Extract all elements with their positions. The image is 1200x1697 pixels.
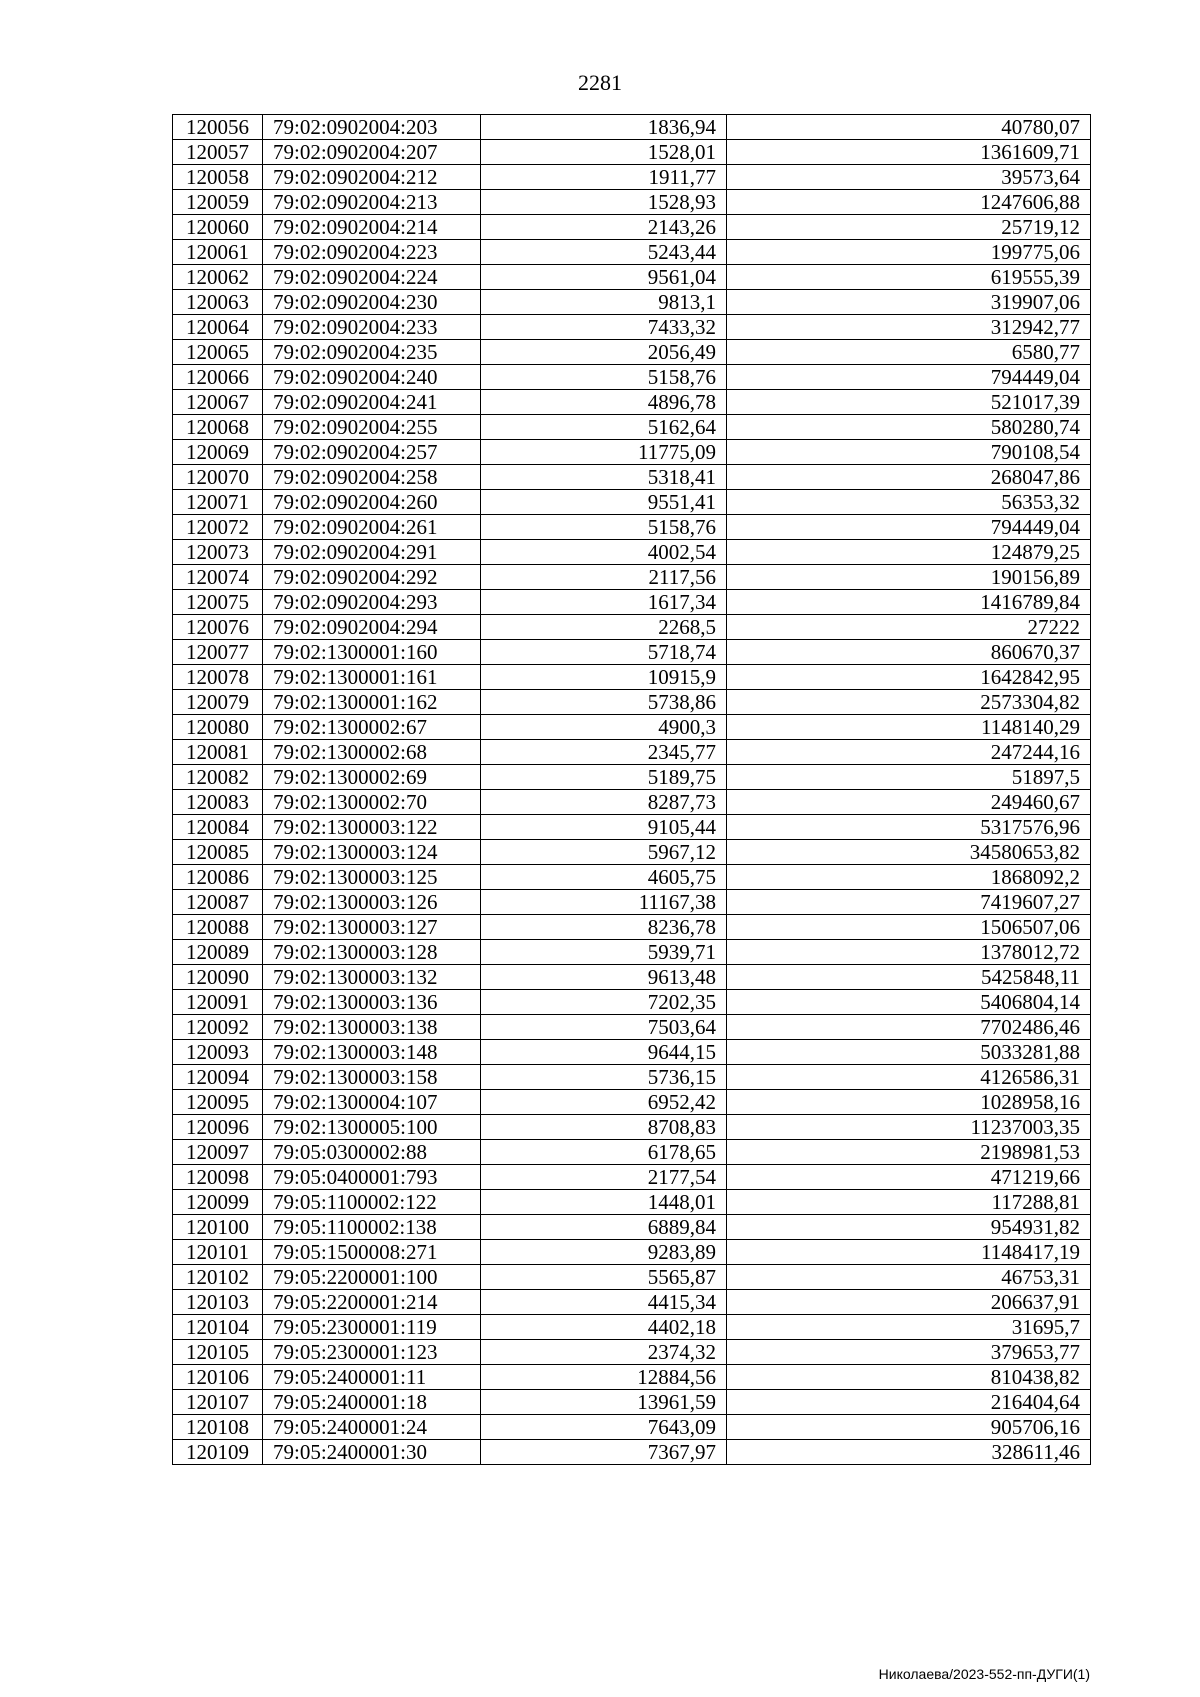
row-number-cell: 120090: [173, 965, 263, 990]
area-cell: 9813,1: [481, 290, 727, 315]
table-row: [173, 990, 1091, 1015]
row-number-cell: 120100: [173, 1215, 263, 1240]
row-number-cell: 120064: [173, 315, 263, 340]
cadastral-number-cell: 79:05:1100002:122: [263, 1190, 481, 1215]
cadastral-value-cell: 810438,82: [727, 1365, 1091, 1390]
cadastral-value-cell: 25719,12: [727, 215, 1091, 240]
area-cell: 1528,01: [481, 140, 727, 165]
row-number-cell: 120102: [173, 1265, 263, 1290]
table-row: [173, 1165, 1091, 1190]
table-row: [173, 915, 1091, 940]
cadastral-number-cell: 79:02:0902004:241: [263, 390, 481, 415]
area-cell: 9283,89: [481, 1240, 727, 1265]
area-cell: 7433,32: [481, 315, 727, 340]
cadastral-number-cell: 79:05:2400001:24: [263, 1415, 481, 1440]
area-cell: 2143,26: [481, 215, 727, 240]
table-row: [173, 815, 1091, 840]
area-cell: 5158,76: [481, 365, 727, 390]
area-cell: 5967,12: [481, 840, 727, 865]
cadastral-number-cell: 79:02:0902004:293: [263, 590, 481, 615]
table-row: [173, 1240, 1091, 1265]
row-number-cell: 120056: [173, 115, 263, 140]
cadastral-number-cell: 79:02:0902004:224: [263, 265, 481, 290]
cadastral-number-cell: 79:02:0902004:258: [263, 465, 481, 490]
cadastral-number-cell: 79:02:0902004:213: [263, 190, 481, 215]
area-cell: 12884,56: [481, 1365, 727, 1390]
area-cell: 5718,74: [481, 640, 727, 665]
cadastral-number-cell: 79:05:2300001:123: [263, 1340, 481, 1365]
row-number-cell: 120068: [173, 415, 263, 440]
table-row: [173, 665, 1091, 690]
area-cell: 9644,15: [481, 1040, 727, 1065]
cadastral-value-cell: 5033281,88: [727, 1040, 1091, 1065]
cadastral-value-cell: 27222: [727, 615, 1091, 640]
table-row: [173, 190, 1091, 215]
cadastral-value-cell: 216404,64: [727, 1390, 1091, 1415]
table-row: [173, 540, 1091, 565]
cadastral-number-cell: 79:02:1300002:69: [263, 765, 481, 790]
area-cell: 8708,83: [481, 1115, 727, 1140]
area-cell: 8236,78: [481, 915, 727, 940]
cadastral-value-cell: 905706,16: [727, 1415, 1091, 1440]
cadastral-value-cell: 4126586,31: [727, 1065, 1091, 1090]
row-number-cell: 120105: [173, 1340, 263, 1365]
row-number-cell: 120077: [173, 640, 263, 665]
area-cell: 7503,64: [481, 1015, 727, 1040]
cadastral-value-cell: 794449,04: [727, 365, 1091, 390]
cadastral-number-cell: 79:05:2200001:214: [263, 1290, 481, 1315]
area-cell: 7202,35: [481, 990, 727, 1015]
cadastral-number-cell: 79:02:1300003:122: [263, 815, 481, 840]
area-cell: 1836,94: [481, 115, 727, 140]
row-number-cell: 120073: [173, 540, 263, 565]
table-row: [173, 1115, 1091, 1140]
cadastral-number-cell: 79:02:1300003:125: [263, 865, 481, 890]
area-cell: 2177,54: [481, 1165, 727, 1190]
row-number-cell: 120069: [173, 440, 263, 465]
table-row: [173, 1040, 1091, 1065]
table-row: [173, 365, 1091, 390]
cadastral-number-cell: 79:02:1300002:68: [263, 740, 481, 765]
row-number-cell: 120103: [173, 1290, 263, 1315]
row-number-cell: 120108: [173, 1415, 263, 1440]
table-row: [173, 240, 1091, 265]
row-number-cell: 120059: [173, 190, 263, 215]
cadastral-value-cell: 521017,39: [727, 390, 1091, 415]
cadastral-number-cell: 79:02:0902004:291: [263, 540, 481, 565]
area-cell: 2056,49: [481, 340, 727, 365]
cadastral-number-cell: 79:05:2400001:11: [263, 1365, 481, 1390]
area-cell: 8287,73: [481, 790, 727, 815]
cadastral-value-cell: 794449,04: [727, 515, 1091, 540]
row-number-cell: 120081: [173, 740, 263, 765]
cadastral-value-cell: 124879,25: [727, 540, 1091, 565]
cadastral-value-cell: 11237003,35: [727, 1115, 1091, 1140]
row-number-cell: 120099: [173, 1190, 263, 1215]
cadastral-value-cell: 1148140,29: [727, 715, 1091, 740]
cadastral-value-cell: 1361609,71: [727, 140, 1091, 165]
row-number-cell: 120107: [173, 1390, 263, 1415]
area-cell: 2345,77: [481, 740, 727, 765]
cadastral-number-cell: 79:02:1300003:148: [263, 1040, 481, 1065]
area-cell: 2268,5: [481, 615, 727, 640]
cadastral-value-cell: 1416789,84: [727, 590, 1091, 615]
row-number-cell: 120079: [173, 690, 263, 715]
table-row: [173, 1015, 1091, 1040]
document-reference: Николаева/2023-552-пп-ДУГИ(1): [878, 1666, 1090, 1682]
cadastral-number-cell: 79:02:0902004:257: [263, 440, 481, 465]
table-row: [173, 415, 1091, 440]
row-number-cell: 120075: [173, 590, 263, 615]
cadastral-value-cell: 954931,82: [727, 1215, 1091, 1240]
row-number-cell: 120072: [173, 515, 263, 540]
area-cell: 7643,09: [481, 1415, 727, 1440]
area-cell: 10915,9: [481, 665, 727, 690]
cadastral-value-cell: 268047,86: [727, 465, 1091, 490]
table-row: [173, 1065, 1091, 1090]
cadastral-value-cell: 619555,39: [727, 265, 1091, 290]
table-row: [173, 940, 1091, 965]
cadastral-number-cell: 79:05:2300001:119: [263, 1315, 481, 1340]
row-number-cell: 120057: [173, 140, 263, 165]
table-row: [173, 590, 1091, 615]
table-row: [173, 515, 1091, 540]
row-number-cell: 120083: [173, 790, 263, 815]
cadastral-number-cell: 79:02:1300002:67: [263, 715, 481, 740]
cadastral-value-cell: 1378012,72: [727, 940, 1091, 965]
table-row: [173, 1140, 1091, 1165]
area-cell: 4402,18: [481, 1315, 727, 1340]
row-number-cell: 120089: [173, 940, 263, 965]
cadastral-value-cell: 56353,32: [727, 490, 1091, 515]
row-number-cell: 120091: [173, 990, 263, 1015]
row-number-cell: 120082: [173, 765, 263, 790]
table-row: [173, 865, 1091, 890]
cadastral-number-cell: 79:05:2400001:18: [263, 1390, 481, 1415]
cadastral-number-cell: 79:02:1300003:127: [263, 915, 481, 940]
row-number-cell: 120093: [173, 1040, 263, 1065]
table-row: [173, 1365, 1091, 1390]
cadastral-value-cell: 46753,31: [727, 1265, 1091, 1290]
area-cell: 9561,04: [481, 265, 727, 290]
area-cell: 13961,59: [481, 1390, 727, 1415]
cadastral-value-cell: 580280,74: [727, 415, 1091, 440]
table-row: [173, 965, 1091, 990]
area-cell: 1911,77: [481, 165, 727, 190]
row-number-cell: 120087: [173, 890, 263, 915]
cadastral-number-cell: 79:05:0400001:793: [263, 1165, 481, 1190]
area-cell: 5243,44: [481, 240, 727, 265]
cadastral-number-cell: 79:02:1300001:161: [263, 665, 481, 690]
cadastral-number-cell: 79:02:1300003:126: [263, 890, 481, 915]
cadastral-number-cell: 79:02:0902004:230: [263, 290, 481, 315]
cadastral-value-cell: 190156,89: [727, 565, 1091, 590]
table-row: [173, 1415, 1091, 1440]
row-number-cell: 120060: [173, 215, 263, 240]
cadastral-number-cell: 79:02:1300003:132: [263, 965, 481, 990]
area-cell: 5565,87: [481, 1265, 727, 1290]
row-number-cell: 120067: [173, 390, 263, 415]
area-cell: 4605,75: [481, 865, 727, 890]
area-cell: 5318,41: [481, 465, 727, 490]
cadastral-number-cell: 79:05:2400001:30: [263, 1440, 481, 1465]
cadastral-value-cell: 7702486,46: [727, 1015, 1091, 1040]
row-number-cell: 120097: [173, 1140, 263, 1165]
table-row: [173, 440, 1091, 465]
table-row: [173, 1290, 1091, 1315]
area-cell: 4415,34: [481, 1290, 727, 1315]
cadastral-number-cell: 79:02:1300003:158: [263, 1065, 481, 1090]
row-number-cell: 120076: [173, 615, 263, 640]
cadastral-value-cell: 1028958,16: [727, 1090, 1091, 1115]
area-cell: 2117,56: [481, 565, 727, 590]
cadastral-number-cell: 79:02:1300001:160: [263, 640, 481, 665]
table-row: [173, 1265, 1091, 1290]
row-number-cell: 120094: [173, 1065, 263, 1090]
cadastral-value-cell: 471219,66: [727, 1165, 1091, 1190]
table-row: [173, 615, 1091, 640]
cadastral-number-cell: 79:02:1300005:100: [263, 1115, 481, 1140]
table-row: [173, 165, 1091, 190]
cadastral-value-cell: 249460,67: [727, 790, 1091, 815]
cadastral-value-cell: 117288,81: [727, 1190, 1091, 1215]
cadastral-number-cell: 79:05:1500008:271: [263, 1240, 481, 1265]
table-row: [173, 1340, 1091, 1365]
table-row: [173, 765, 1091, 790]
row-number-cell: 120092: [173, 1015, 263, 1040]
area-cell: 1528,93: [481, 190, 727, 215]
cadastral-number-cell: 79:02:1300001:162: [263, 690, 481, 715]
cadastral-value-cell: 1868092,2: [727, 865, 1091, 890]
row-number-cell: 120101: [173, 1240, 263, 1265]
cadastral-number-cell: 79:02:0902004:212: [263, 165, 481, 190]
area-cell: 9105,44: [481, 815, 727, 840]
table-row: [173, 890, 1091, 915]
table-row: [173, 1440, 1091, 1465]
cadastral-value-cell: 328611,46: [727, 1440, 1091, 1465]
row-number-cell: 120061: [173, 240, 263, 265]
row-number-cell: 120086: [173, 865, 263, 890]
row-number-cell: 120065: [173, 340, 263, 365]
cadastral-value-cell: 312942,77: [727, 315, 1091, 340]
row-number-cell: 120062: [173, 265, 263, 290]
cadastral-number-cell: 79:02:0902004:294: [263, 615, 481, 640]
table-row: [173, 565, 1091, 590]
cadastral-number-cell: 79:02:0902004:223: [263, 240, 481, 265]
cadastral-value-cell: 1642842,95: [727, 665, 1091, 690]
row-number-cell: 120058: [173, 165, 263, 190]
cadastral-value-cell: 51897,5: [727, 765, 1091, 790]
area-cell: 1448,01: [481, 1190, 727, 1215]
table-row: [173, 265, 1091, 290]
cadastral-value-cell: 5406804,14: [727, 990, 1091, 1015]
table-row: [173, 1390, 1091, 1415]
page-number: 2281: [578, 70, 622, 95]
area-cell: 11167,38: [481, 890, 727, 915]
row-number-cell: 120074: [173, 565, 263, 590]
table-row: [173, 715, 1091, 740]
table-body: [173, 115, 1091, 1465]
table-row: [173, 1190, 1091, 1215]
cadastral-value-cell: 206637,91: [727, 1290, 1091, 1315]
row-number-cell: 120078: [173, 665, 263, 690]
cadastral-number-cell: 79:02:1300002:70: [263, 790, 481, 815]
table-row: [173, 465, 1091, 490]
cadastral-value-cell: 2198981,53: [727, 1140, 1091, 1165]
area-cell: 6952,42: [481, 1090, 727, 1115]
row-number-cell: 120063: [173, 290, 263, 315]
table-row: [173, 290, 1091, 315]
cadastral-number-cell: 79:05:2200001:100: [263, 1265, 481, 1290]
cadastral-number-cell: 79:02:0902004:255: [263, 415, 481, 440]
area-cell: 11775,09: [481, 440, 727, 465]
cadastral-value-cell: 1506507,06: [727, 915, 1091, 940]
row-number-cell: 120104: [173, 1315, 263, 1340]
cadastral-number-cell: 79:02:1300003:128: [263, 940, 481, 965]
cadastral-number-cell: 79:02:0902004:203: [263, 115, 481, 140]
table-row: [173, 490, 1091, 515]
table-row: [173, 1315, 1091, 1340]
cadastral-number-cell: 79:02:0902004:233: [263, 315, 481, 340]
cadastral-number-cell: 79:05:0300002:88: [263, 1140, 481, 1165]
cadastral-value-cell: 7419607,27: [727, 890, 1091, 915]
cadastral-number-cell: 79:02:0902004:240: [263, 365, 481, 390]
cadastral-number-cell: 79:02:0902004:261: [263, 515, 481, 540]
row-number-cell: 120066: [173, 365, 263, 390]
cadastral-value-cell: 379653,77: [727, 1340, 1091, 1365]
row-number-cell: 120084: [173, 815, 263, 840]
cadastral-value-cell: 790108,54: [727, 440, 1091, 465]
table-row: [173, 140, 1091, 165]
cadastral-number-cell: 79:02:0902004:260: [263, 490, 481, 515]
cadastral-number-cell: 79:02:0902004:292: [263, 565, 481, 590]
table-row: [173, 340, 1091, 365]
cadastral-value-cell: 5425848,11: [727, 965, 1091, 990]
cadastral-value-cell: 2573304,82: [727, 690, 1091, 715]
cadastral-value-cell: 31695,7: [727, 1315, 1091, 1340]
row-number-cell: 120071: [173, 490, 263, 515]
row-number-cell: 120106: [173, 1365, 263, 1390]
cadastral-number-cell: 79:02:1300004:107: [263, 1090, 481, 1115]
row-number-cell: 120095: [173, 1090, 263, 1115]
area-cell: 9551,41: [481, 490, 727, 515]
row-number-cell: 120088: [173, 915, 263, 940]
table-row: [173, 390, 1091, 415]
table-row: [173, 1090, 1091, 1115]
cadastral-number-cell: 79:02:1300003:138: [263, 1015, 481, 1040]
area-cell: 5738,86: [481, 690, 727, 715]
cadastral-number-cell: 79:05:1100002:138: [263, 1215, 481, 1240]
cadastral-number-cell: 79:02:1300003:124: [263, 840, 481, 865]
area-cell: 4896,78: [481, 390, 727, 415]
area-cell: 5162,64: [481, 415, 727, 440]
table-row: [173, 790, 1091, 815]
row-number-cell: 120080: [173, 715, 263, 740]
cadastral-value-cell: 319907,06: [727, 290, 1091, 315]
area-cell: 5939,71: [481, 940, 727, 965]
cadastral-value-cell: 1148417,19: [727, 1240, 1091, 1265]
row-number-cell: 120096: [173, 1115, 263, 1140]
area-cell: 5158,76: [481, 515, 727, 540]
table-row: [173, 115, 1091, 140]
area-cell: 6889,84: [481, 1215, 727, 1240]
cadastral-value-table: [172, 114, 1091, 1465]
cadastral-value-cell: 40780,07: [727, 115, 1091, 140]
cadastral-value-cell: 34580653,82: [727, 840, 1091, 865]
cadastral-value-cell: 860670,37: [727, 640, 1091, 665]
row-number-cell: 120085: [173, 840, 263, 865]
area-cell: 2374,32: [481, 1340, 727, 1365]
table-row: [173, 315, 1091, 340]
row-number-cell: 120098: [173, 1165, 263, 1190]
table-row: [173, 690, 1091, 715]
area-cell: 9613,48: [481, 965, 727, 990]
area-cell: 6178,65: [481, 1140, 727, 1165]
table-row: [173, 640, 1091, 665]
area-cell: 4002,54: [481, 540, 727, 565]
cadastral-value-cell: 6580,77: [727, 340, 1091, 365]
cadastral-value-cell: 5317576,96: [727, 815, 1091, 840]
area-cell: 7367,97: [481, 1440, 727, 1465]
cadastral-value-cell: 199775,06: [727, 240, 1091, 265]
cadastral-value-cell: 1247606,88: [727, 190, 1091, 215]
cadastral-value-cell: 39573,64: [727, 165, 1091, 190]
row-number-cell: 120070: [173, 465, 263, 490]
cadastral-value-cell: 247244,16: [727, 740, 1091, 765]
table-row: [173, 840, 1091, 865]
area-cell: 4900,3: [481, 715, 727, 740]
area-cell: 1617,34: [481, 590, 727, 615]
cadastral-number-cell: 79:02:0902004:207: [263, 140, 481, 165]
area-cell: 5189,75: [481, 765, 727, 790]
cadastral-number-cell: 79:02:0902004:235: [263, 340, 481, 365]
cadastral-number-cell: 79:02:1300003:136: [263, 990, 481, 1015]
table-row: [173, 215, 1091, 240]
row-number-cell: 120109: [173, 1440, 263, 1465]
cadastral-number-cell: 79:02:0902004:214: [263, 215, 481, 240]
table-row: [173, 1215, 1091, 1240]
area-cell: 5736,15: [481, 1065, 727, 1090]
table-row: [173, 740, 1091, 765]
